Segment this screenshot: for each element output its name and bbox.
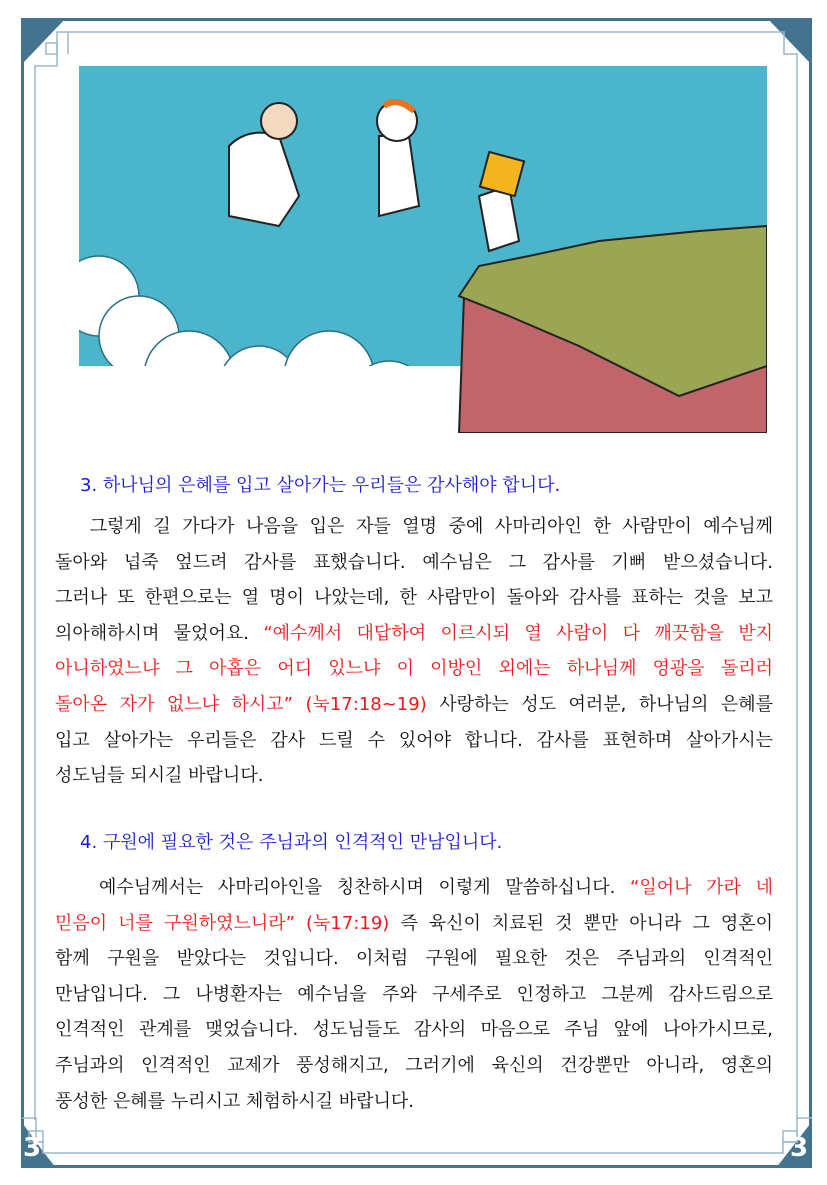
scripture-quote: 아니하였느냐 그 아홉은 어디 있느냐 이 이방인 외에는 하나님께 영광을 돌리러	[55, 658, 773, 680]
text-line	[55, 870, 773, 906]
body-text: 돌아와 넙죽 엎드려 감사를 표했습니다. 예수님은 그 감사를 기뻐 받으셨습니다.	[55, 551, 773, 573]
text-line	[55, 545, 773, 581]
body-text: 의아해하시며 물었어요.	[55, 622, 264, 644]
body-text: 그렇게 길 가다가 나음을 입은 자들 열명 중에 사마리아인 한 사람만이 예수님께	[55, 516, 773, 537]
body-text: 풍성한 은혜를 누리시고 체험하시길 바랍니다.	[55, 1090, 414, 1112]
scripture-quote: 돌아온 자가 없느냐 하시고” (눅17:18~19)	[55, 693, 427, 715]
text-line	[55, 580, 773, 616]
text-line	[55, 1084, 773, 1120]
text-line	[55, 906, 773, 942]
text-line	[55, 687, 773, 723]
illustration-jumping-off-cliff	[79, 66, 767, 433]
section-4-heading: 4. 구원에 필요한 것은 주님과의 인격적인 만남입니다.	[80, 832, 503, 853]
section-4-paragraph	[55, 870, 773, 1119]
body-text: 성도님들 되시길 바랍니다.	[55, 765, 264, 787]
body-text: 주님과의 인격적인 교제가 풍성해지고, 그러기에 육신의 건강뿐만 아니라, 영혼의	[55, 1054, 773, 1076]
scripture-quote: “예수께서 대답하여 이르시되 열 사람이 다 깨끗함을 받지	[263, 622, 773, 644]
body-text: 즉 육신이 치료된 것 뿐만 아니라 그 영혼이	[389, 912, 773, 934]
text-line	[55, 1012, 773, 1048]
text-line	[55, 977, 773, 1013]
body-text: 만남입니다. 그 나병환자는 예수님을 주와 구세주로 인정하고 그분께 감사드림으로	[55, 983, 773, 1005]
text-line	[55, 723, 773, 759]
text-line	[55, 509, 773, 545]
body-text: 인격적인 관계를 맺었습니다. 성도님들도 감사의 마음으로 주님 앞에 나아가시므로,	[55, 1019, 773, 1041]
text-line	[55, 1048, 773, 1084]
text-line	[55, 758, 773, 794]
text-line	[55, 941, 773, 977]
section-3-paragraph	[55, 509, 773, 794]
scripture-quote: 믿음이 너를 구원하였느니라” (눅17:19)	[55, 912, 390, 934]
body-text: 예수님께서는 사마리아인을 칭찬하시며 이렇게 말씀하십니다.	[55, 877, 631, 898]
scripture-quote: “일어나 가라 네	[630, 877, 773, 898]
body-text: 사랑하는 성도 여러분, 하나님의 은혜를	[426, 693, 773, 715]
section-3-heading: 3. 하나님의 은혜를 입고 살아가는 우리들은 감사해야 합니다.	[80, 475, 561, 496]
body-text: 함께 구원을 받았다는 것입니다. 이처럼 구원에 필요한 것은 주님과의 인격적인	[55, 948, 773, 970]
text-line	[55, 651, 773, 687]
text-line	[55, 616, 773, 652]
page-number-right: 3	[790, 1133, 809, 1163]
page-number-left: 3	[23, 1133, 42, 1163]
body-text: 입고 살아가는 우리들은 감사 드릴 수 있어야 합니다. 감사를 표현하며 살아가시는	[55, 729, 773, 751]
body-text: 그러나 또 한편으로는 열 명이 나았는데, 한 사람만이 돌아와 감사를 표하는 것을 보고	[55, 587, 773, 609]
